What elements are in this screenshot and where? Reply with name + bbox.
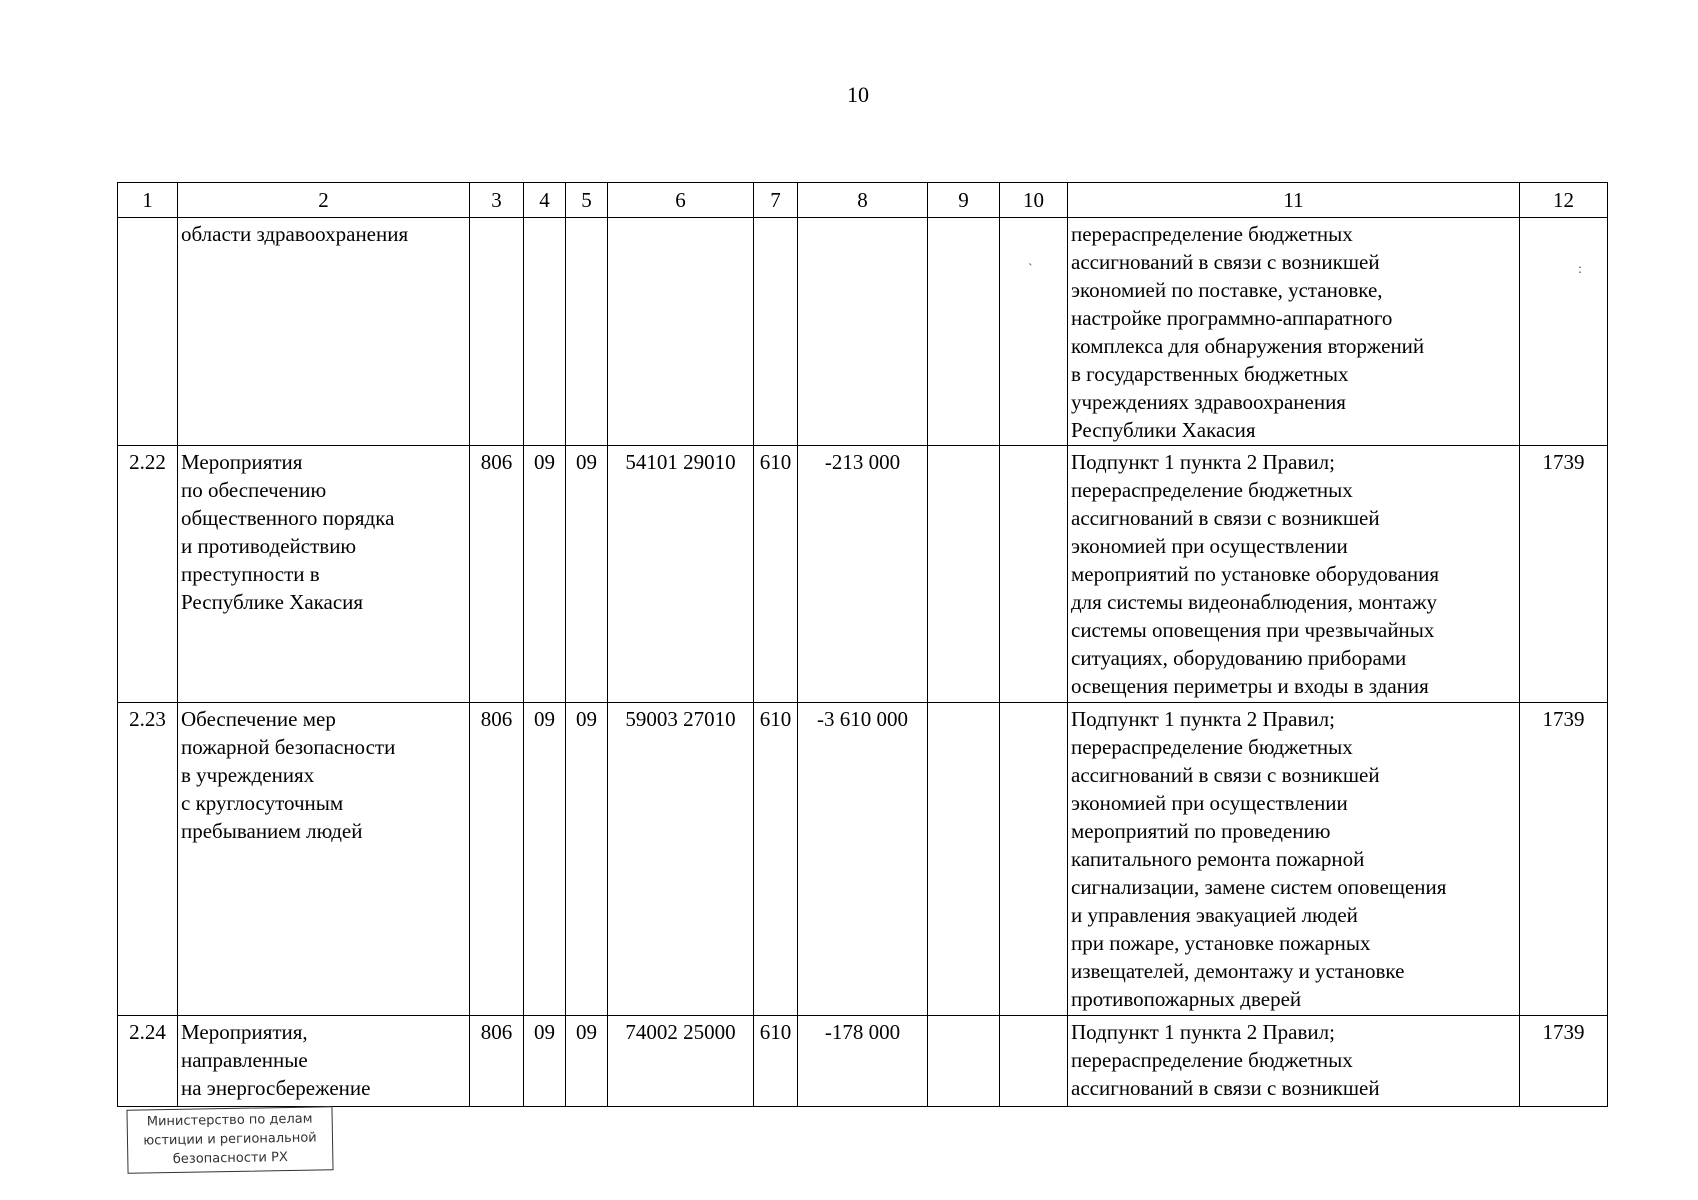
scan-mark: : [1578,262,1582,277]
page-number: 10 [847,82,869,107]
cell-col8: -178 000 [798,1016,928,1107]
cell-name [178,703,470,1016]
cell-basis-line: и управления эвакуацией людей [1071,903,1358,927]
cell-basis [1068,1016,1520,1107]
cell-basis-line: ассигнований в связи с возникшей [1071,250,1380,274]
cell-name-line: по обеспечению [181,478,327,502]
cell-col12: 1739 [1520,446,1608,703]
cell-col4: 09 [524,703,566,1016]
cell-name-line: и противодействию [181,534,357,558]
cell-item-number: 2.22 [118,446,178,703]
cell-name-line: Республике Хакасия [181,590,364,614]
cell-basis-line: ассигнований в связи с возникшей [1071,763,1380,787]
cell-col3: 806 [470,703,524,1016]
cell-name-line: направленные [181,1048,308,1072]
cell-col5 [566,218,608,446]
cell-name-line: с круглосуточным [181,791,344,815]
cell-basis-line: Подпункт 1 пункта 2 Правил; [1071,1020,1335,1044]
cell-name-line: на энергосбережение [181,1076,371,1100]
column-header: 12 [1520,183,1608,218]
cell-basis-line: Республики Хакасия [1071,418,1256,442]
column-header: 2 [178,183,470,218]
cell-col9 [928,446,1000,703]
cell-col5: 09 [566,703,608,1016]
cell-col8: -3 610 000 [798,703,928,1016]
cell-basis-line: противопожарных дверей [1071,987,1302,1011]
cell-basis-line: извещателей, демонтажу и установке [1071,959,1405,983]
cell-basis-line: мероприятий по проведению [1071,819,1331,843]
cell-basis-line: экономией при осуществлении [1071,791,1348,815]
cell-name-line: Мероприятия, [181,1020,308,1044]
column-header: 8 [798,183,928,218]
registration-stamp [126,1106,333,1174]
cell-name-line: области здравоохранения [181,222,409,246]
column-header: 7 [754,183,798,218]
cell-name-line: пожарной безопасности [181,735,396,759]
column-header: 6 [608,183,754,218]
cell-basis-line: капитального ремонта пожарной [1071,847,1365,871]
cell-name-line: Мероприятия [181,450,303,474]
cell-col12: 1739 [1520,1016,1608,1107]
scan-mark: ` [1028,262,1033,277]
cell-col4: 09 [524,446,566,703]
cell-col10 [1000,703,1068,1016]
column-header: 1 [118,183,178,218]
cell-basis-line: учреждениях здравоохранения [1071,390,1346,414]
cell-col12 [1520,218,1608,446]
cell-basis-line: ситуациях, оборудованию приборами [1071,646,1407,670]
cell-col6: 54101 29010 [608,446,754,703]
cell-basis-line: ассигнований в связи с возникшей [1071,1076,1380,1100]
cell-basis-line: экономией по поставке, установке, [1071,278,1383,302]
cell-col7: 610 [754,1016,798,1107]
cell-col6: 59003 27010 [608,703,754,1016]
cell-col7 [754,218,798,446]
cell-col4 [524,218,566,446]
column-header: 4 [524,183,566,218]
cell-basis-line: при пожаре, установке пожарных [1071,931,1371,955]
cell-col7: 610 [754,446,798,703]
cell-name-line: в учреждениях [181,763,315,787]
stamp-line: Министерство по делам [146,1111,313,1130]
column-header: 10 [1000,183,1068,218]
cell-col10 [1000,446,1068,703]
cell-basis [1068,703,1520,1016]
cell-col4: 09 [524,1016,566,1107]
cell-basis-line: перераспределение бюджетных [1071,1048,1353,1072]
column-header: 3 [470,183,524,218]
cell-col3 [470,218,524,446]
table-row [118,218,1608,446]
stamp-line: безопасности РХ [172,1149,288,1167]
cell-name-line: пребыванием людей [181,819,363,843]
cell-item-number: 2.24 [118,1016,178,1107]
cell-basis-line: мероприятий по установке оборудования [1071,562,1439,586]
stamp-line: юстиции и региональной [143,1130,317,1149]
cell-col9 [928,1016,1000,1107]
cell-col5: 09 [566,1016,608,1107]
cell-basis-line: Подпункт 1 пункта 2 Правил; [1071,450,1335,474]
table-row [118,1016,1608,1107]
cell-name-line: общественного порядка [181,506,395,530]
column-header: 11 [1068,183,1520,218]
cell-col9 [928,218,1000,446]
column-header: 5 [566,183,608,218]
cell-basis-line: настройке программно-аппаратного [1071,306,1393,330]
cell-col3: 806 [470,1016,524,1107]
cell-basis-line: для системы видеонаблюдения, монтажу [1071,590,1438,614]
cell-basis-line: комплекса для обнаружения вторжений [1071,334,1425,358]
cell-col10 [1000,1016,1068,1107]
table-row [118,703,1608,1016]
cell-col3: 806 [470,446,524,703]
cell-basis-line: перераспределение бюджетных [1071,735,1353,759]
cell-name [178,1016,470,1107]
cell-basis-line: Подпункт 1 пункта 2 Правил; [1071,707,1335,731]
cell-basis-line: ассигнований в связи с возникшей [1071,506,1380,530]
cell-col6 [608,218,754,446]
cell-col8 [798,218,928,446]
cell-col7: 610 [754,703,798,1016]
cell-name [178,446,470,703]
table-header-row [118,183,1608,218]
column-header: 9 [928,183,1000,218]
cell-col8: -213 000 [798,446,928,703]
cell-basis-line: перераспределение бюджетных [1071,478,1353,502]
cell-basis-line: системы оповещения при чрезвычайных [1071,618,1435,642]
cell-name [178,218,470,446]
budget-table [117,182,1608,1107]
cell-basis-line: сигнализации, замене систем оповещения [1071,875,1447,899]
cell-basis-line: в государственных бюджетных [1071,362,1349,386]
cell-basis-line: освещения периметры и входы в здания [1071,674,1429,698]
cell-basis-line: перераспределение бюджетных [1071,222,1353,246]
cell-col12: 1739 [1520,703,1608,1016]
cell-item-number: 2.23 [118,703,178,1016]
cell-basis [1068,218,1520,446]
cell-col5: 09 [566,446,608,703]
cell-name-line: преступности в [181,562,320,586]
cell-name-line: Обеспечение мер [181,707,336,731]
table-row [118,446,1608,703]
cell-col9 [928,703,1000,1016]
cell-basis-line: экономией при осуществлении [1071,534,1348,558]
cell-col6: 74002 25000 [608,1016,754,1107]
cell-basis [1068,446,1520,703]
cell-col10 [1000,218,1068,446]
cell-item-number [118,218,178,446]
